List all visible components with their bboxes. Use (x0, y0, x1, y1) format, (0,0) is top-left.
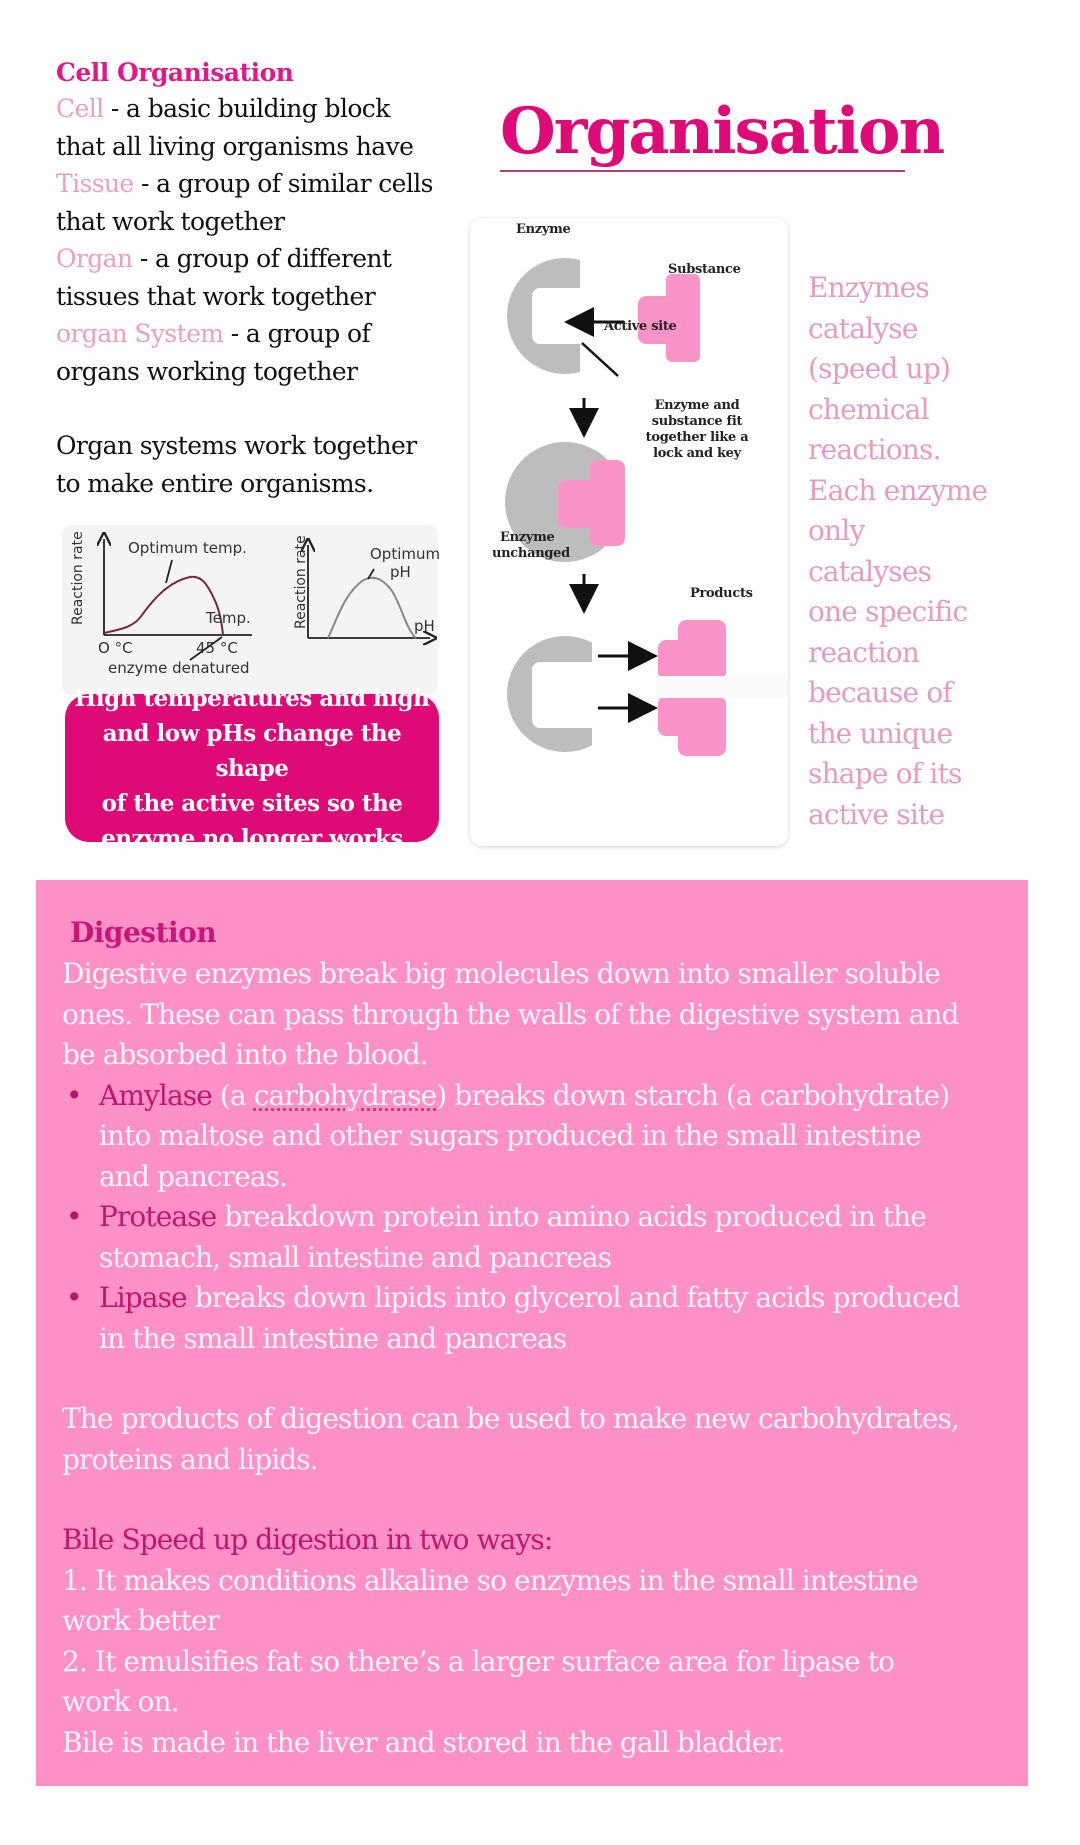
enzyme-text-line: catalyse (808, 311, 918, 345)
optimum-temp-label: Optimum temp. (128, 539, 247, 557)
bile-line: 2. It emulsifies fat so there’s a larger surface area for lipase to (62, 1644, 895, 1678)
definition-organ-system: organ System - a group of (56, 319, 371, 348)
enzyme-name-amylase: Amylase (99, 1078, 212, 1112)
enzyme-graphs-card (62, 525, 441, 695)
bile-line: Bile is made in the liver and stored in the gall bladder. (62, 1725, 785, 1759)
bullet-icon: • (66, 1200, 82, 1233)
enzyme-text-line: catalyses (808, 554, 932, 588)
list-item-amylase: • Amylase (a carbohydrase) breaks down starch (a carbohydrate) into maltose and other sugars produced in the small intestine and pancreas. (62, 1076, 1022, 1198)
substance-label: Substance (668, 262, 741, 277)
enzyme-text-line: chemical (808, 392, 929, 426)
term-tissue: Tissue (56, 169, 134, 198)
enzyme-text-line: active site (808, 797, 945, 831)
list-item-protease: • Protease breakdown protein into amino acids produced in the stomach, small intestine and pancreas (62, 1197, 1022, 1278)
definition-organ: Organ - a group of different (56, 244, 392, 273)
enzyme-text-line: the unique (808, 716, 953, 750)
term-organ-system: organ System (56, 319, 224, 348)
ph-axis-label: pH (414, 617, 435, 635)
summary-line-2: to make entire organisms. (56, 468, 374, 498)
active-site-label: Active site (604, 319, 677, 334)
callout-line: High temperatures and high (74, 684, 430, 712)
enzyme-name-lipase: Lipase (99, 1281, 187, 1314)
enzyme-text-line: reactions. (808, 433, 941, 466)
callout-line: and low pHs change the shape (102, 719, 402, 782)
cell-organisation-heading: Cell Organisation (56, 58, 294, 87)
optimum-ph-label: Optimum (370, 545, 441, 563)
enzyme-text-line: reaction (808, 635, 920, 669)
enzyme-shape-unchanged (507, 628, 632, 758)
bile-line: work better (62, 1604, 220, 1637)
definition-tissue-cont: that work together (56, 206, 285, 236)
list-item-lipase: • Lipase breaks down lipids into glycerol and fatty acids produced in the small intestine and pancreas (62, 1278, 1022, 1359)
lock-and-key-diagram (470, 218, 788, 846)
bullet-icon: • (66, 1281, 82, 1314)
callout-line: enzyme no longer works (101, 824, 403, 852)
enzyme-text-line: Each enzyme (808, 473, 988, 507)
products-line: The products of digestion can be used to make new carbohydrates, (62, 1402, 959, 1435)
products-line: proteins and lipids. (62, 1442, 318, 1476)
denaturation-callout (65, 684, 439, 852)
cell-organisation-section (56, 56, 476, 502)
callout-line: of the active sites so the (101, 789, 403, 817)
bile-heading: Bile Speed up digestion in two ways: (62, 1523, 553, 1556)
enzyme-label: Enzyme (516, 222, 571, 237)
enzyme-description (808, 268, 1018, 835)
forty-five-c-label: 45 °C (196, 639, 238, 657)
bile-line: 1. It makes conditions alkaline so enzymes in the small intestine (62, 1563, 918, 1597)
enzyme-shape-1 (507, 258, 640, 374)
summary-line-1: Organ systems work together (56, 431, 417, 460)
enzyme-text-line: only (808, 514, 865, 547)
enzyme-text-line: shape of its (808, 757, 962, 790)
products-label: Products (690, 586, 753, 601)
digestion-intro-line: ones. These can pass through the walls of the digestive system and (62, 997, 959, 1031)
temp-axis-label: Temp. (206, 609, 251, 627)
ph-curve (328, 578, 416, 638)
digestion-intro-line: Digestive enzymes break big molecules down into smaller soluble (62, 957, 940, 990)
definition-organ-cont: tissues that work together (56, 281, 376, 311)
definition-cell: Cell - a basic building block (56, 94, 390, 123)
enzyme-denatured-label: enzyme denatured (108, 659, 250, 677)
title-underline (500, 170, 905, 172)
enzyme-text-line: Enzymes (808, 271, 929, 304)
bile-line: work on. (62, 1685, 179, 1718)
enzyme-unchanged-label: Enzyme unchanged (492, 530, 570, 561)
term-cell: Cell (56, 94, 104, 123)
products-shapes (656, 620, 788, 756)
term-organ: Organ (56, 244, 133, 273)
enzyme-name-protease: Protease (99, 1200, 217, 1233)
enzyme-text-line: one specific (808, 595, 968, 628)
ph-y-label: Reaction rate (293, 535, 309, 629)
zero-c-label: O °C (98, 639, 133, 657)
lock-key-label: Enzyme and substance fit together like a lock and key (645, 398, 749, 461)
enzyme-list (62, 1076, 1022, 1360)
page-title: Organisation (500, 94, 944, 169)
definition-tissue: Tissue - a group of similar cells (56, 169, 433, 198)
spellcheck-word: carbohydrase (253, 1078, 437, 1112)
digestion-intro-line: be absorbed into the blood. (62, 1038, 428, 1071)
optimum-ph-unit: pH (390, 563, 411, 581)
enzyme-text-line: because of (808, 676, 952, 709)
temp-y-label: Reaction rate (70, 531, 86, 625)
enzyme-text-line: (speed up) (808, 352, 951, 385)
substance-shape (638, 274, 700, 362)
digestion-heading: Digestion (70, 916, 217, 949)
definition-cell-cont: that all living organisms have (56, 131, 414, 161)
bullet-icon: • (66, 1078, 82, 1112)
digestion-panel (36, 880, 1028, 1786)
definition-organ-system-cont: organs working together (56, 356, 358, 386)
